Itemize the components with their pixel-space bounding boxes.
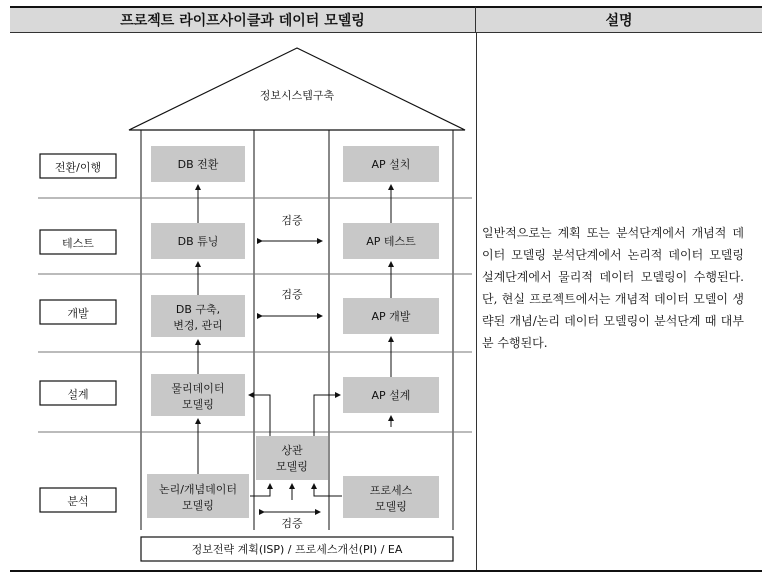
verify-label-dev: 검증 (281, 288, 303, 301)
header-right-title: 설명 (476, 6, 762, 33)
phase-test: 테스트 (62, 237, 94, 250)
process-model-box-line2: 모델링 (375, 500, 407, 513)
correlation-model-box (256, 436, 328, 480)
phase-boxes (40, 154, 116, 512)
ap-install-box: AP 설치 (371, 158, 411, 171)
ap-design-box: AP 설계 (371, 389, 411, 402)
correlation-model-line1: 상관 (281, 444, 303, 457)
physical-model-box-line1: 물리데이터 (171, 382, 225, 395)
ap-development-box: AP 개발 (371, 310, 411, 323)
roof-label: 정보시스템구축 (259, 89, 335, 102)
process-model-box-line1: 프로세스 (369, 484, 413, 497)
phase-development: 개발 (67, 307, 89, 320)
db-conversion-box: DB 전환 (177, 158, 219, 171)
verify-label-analysis: 검증 (281, 517, 303, 530)
db-tuning-box: DB 튜닝 (177, 235, 219, 248)
phase-analysis: 분석 (67, 495, 89, 508)
phase-transition: 전환/이행 (54, 161, 102, 174)
physical-model-box-line2: 모델링 (182, 398, 214, 411)
logical-model-box-line2: 모델링 (182, 499, 214, 512)
phase-design: 설계 (67, 388, 89, 401)
verify-label-test: 검증 (281, 214, 303, 227)
logical-model-box-line1: 논리/개념데이터 (158, 483, 238, 496)
db-build-box-line1: DB 구축, (175, 303, 221, 316)
foundation-label: 정보전략 계획(ISP) / 프로세스개선(PI) / EA (191, 543, 403, 556)
correlation-model-line2: 모델링 (276, 460, 308, 473)
ap-test-box: AP 테스트 (366, 235, 416, 248)
description-text: 일반적으로는 계획 또는 분석단계에서 개념적 데이터 모델링 분석단계에서 논리적 데이터 모델링 설계단계에서 물리적 데이터 모델링이 수행된다. 단, 현실 프로젝트에서는 개념적 데이터 모델이 생략된 개념/논리 데이터 모델링이 분석단계 때 대부분 수행된다. (482, 226, 744, 350)
header-left-title: 프로젝트 라이프사이클과 데이터 모델링 (10, 6, 476, 33)
db-build-box-line2: 변경, 관리 (173, 319, 223, 332)
